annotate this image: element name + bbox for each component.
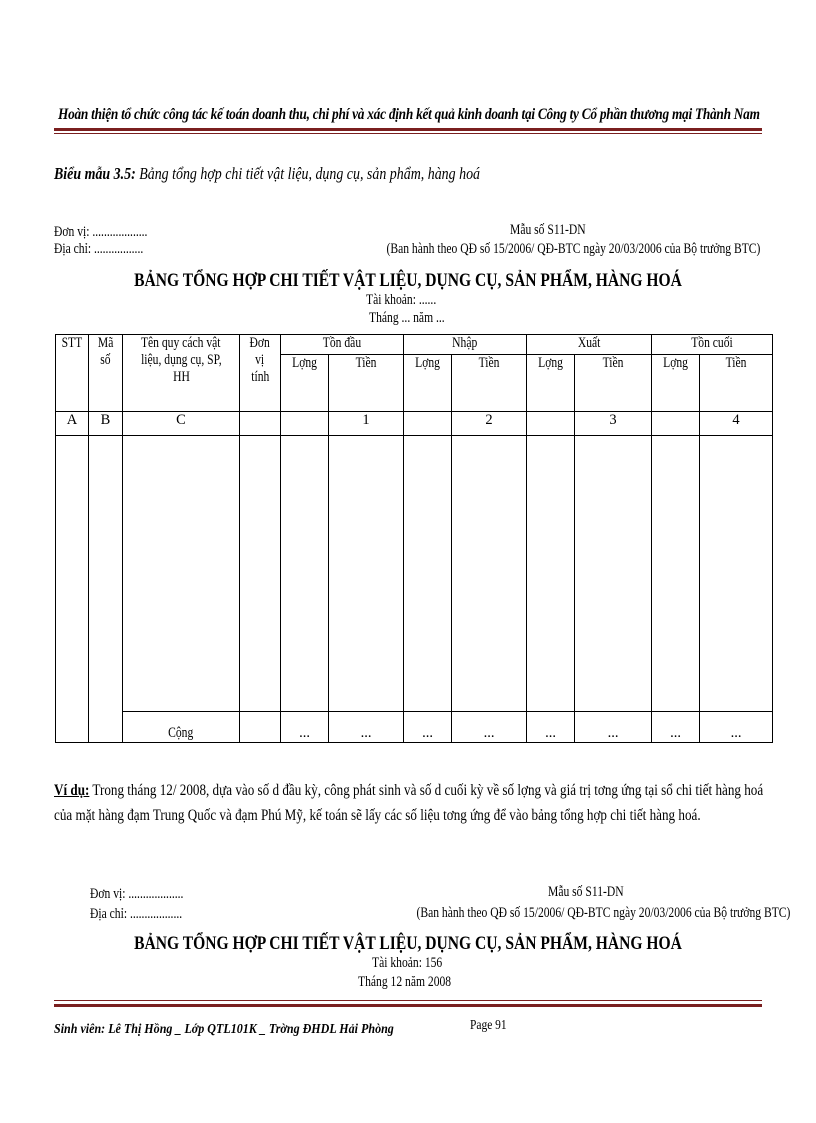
header-ton-dau: Tồn đầu: [281, 335, 404, 355]
page-number: Page 91: [470, 1018, 507, 1033]
body-row: [56, 436, 773, 712]
code-cell: A: [56, 412, 89, 436]
caption-label: Biểu mẫu 3.5:: [54, 164, 136, 183]
total-row: [56, 712, 773, 743]
form2-dia-chi: Địa chỉ: ..................: [90, 906, 183, 922]
form1-mau-so: Mẫu số S11-DN: [510, 222, 586, 238]
total-value: ...: [281, 712, 329, 743]
form2-title: BẢNG TỔNG HỢP CHI TIẾT VẬT LIỆU, DỤNG CỤ, SẢN PHẨM, HÀNG HOÁ: [134, 933, 682, 954]
form2-tai-khoan: Tài khoản: 156: [372, 955, 443, 971]
header-xuat: Xuất: [527, 335, 652, 355]
form1-tai-khoan: Tài khoản: ......: [366, 292, 437, 308]
example-paragraph: [54, 778, 776, 828]
code-cell: B: [89, 412, 123, 436]
header-luong: Lợng: [404, 355, 452, 412]
code-cell: 2: [452, 412, 527, 436]
header-tien: Tiền: [329, 355, 404, 412]
header-rule: [54, 128, 762, 131]
code-cell: [652, 412, 700, 436]
total-value: ...: [329, 712, 404, 743]
header-luong: Lợng: [281, 355, 329, 412]
code-cell: 4: [700, 412, 773, 436]
header-ton-cuoi: Tồn cuối: [652, 335, 773, 355]
header-ma-so: Mã số: [89, 335, 123, 412]
header-luong: Lợng: [652, 355, 700, 412]
form1-thang: Tháng ... năm ...: [369, 310, 445, 326]
header-ten-quy-cach: Tên quy cách vật liệu, dụng cụ, SP, HH: [123, 335, 240, 412]
header-tien: Tiền: [452, 355, 527, 412]
code-row: [56, 412, 773, 436]
form2-ban-hanh: (Ban hành theo QĐ số 15/2006/ QĐ-BTC ngày 20/03/2006 của Bộ trưởng BTC): [416, 905, 790, 921]
example-text: Trong tháng 12/ 2008, dựa vào số d đầu kỳ, công phát sinh và số d cuối kỳ về số lợng và giá trị tơng ứng tại sổ chi tiết hàng hoá của mặt hàng đạm Trung Quốc và đạm Phú Mỹ, kế toán sẽ lấy các số liệu tơng ứng để vào bảng tổng hợp chi tiết hàng hoá.: [54, 782, 764, 824]
header-stt: STT: [56, 335, 89, 412]
total-value: ...: [452, 712, 527, 743]
header-luong: Lợng: [527, 355, 575, 412]
form2-don-vi: Đơn vị: ...................: [90, 886, 184, 902]
total-value: ...: [527, 712, 575, 743]
total-value: ...: [652, 712, 700, 743]
example-label: Ví dụ:: [54, 782, 90, 799]
code-cell: 1: [329, 412, 404, 436]
total-value: ...: [700, 712, 773, 743]
header-tien: Tiền: [575, 355, 652, 412]
code-cell: [527, 412, 575, 436]
caption-text: Bảng tổng hợp chi tiết vật liệu, dụng cụ, sản phẩm, hàng hoá: [135, 164, 481, 183]
header-tien: Tiền: [700, 355, 773, 412]
form2-thang: Tháng 12 năm 2008: [358, 974, 452, 990]
code-cell: [404, 412, 452, 436]
code-cell: [281, 412, 329, 436]
summary-table: [55, 334, 773, 743]
header-rule-thin: [54, 133, 762, 134]
footer-rule: [54, 1004, 762, 1007]
code-cell: [240, 412, 281, 436]
footer-student: Sinh viên: Lê Thị Hồng _ Lớp QTL101K _ Trờng ĐHDL Hải Phòng: [54, 1022, 394, 1037]
form2-mau-so: Mẫu số S11-DN: [548, 884, 624, 900]
total-value: ...: [575, 712, 652, 743]
form1-don-vi: Đơn vị: ...................: [54, 224, 148, 240]
form1-title: BẢNG TỔNG HỢP CHI TIẾT VẬT LIỆU, DỤNG CỤ, SẢN PHẨM, HÀNG HOÁ: [134, 270, 682, 291]
total-value: ...: [404, 712, 452, 743]
header-nhap: Nhập: [404, 335, 527, 355]
code-cell: C: [123, 412, 240, 436]
header-don-vi-tinh: Đơn vị tính: [240, 335, 281, 412]
form1-ban-hanh: (Ban hành theo QĐ số 15/2006/ QĐ-BTC ngày 20/03/2006 của Bộ trưởng BTC): [386, 241, 760, 257]
code-cell: 3: [575, 412, 652, 436]
footer-rule-thin: [54, 1000, 762, 1001]
form-caption: [54, 164, 480, 184]
total-label: Cộng: [123, 712, 240, 743]
form1-dia-chi: Địa chỉ: .................: [54, 241, 144, 257]
document-header-title: Hoàn thiện tổ chức công tác kế toán doanh thu, chi phí và xác định kết quả kinh doanh tại Công ty Cổ phần thương mại Thành Nam: [58, 106, 760, 123]
